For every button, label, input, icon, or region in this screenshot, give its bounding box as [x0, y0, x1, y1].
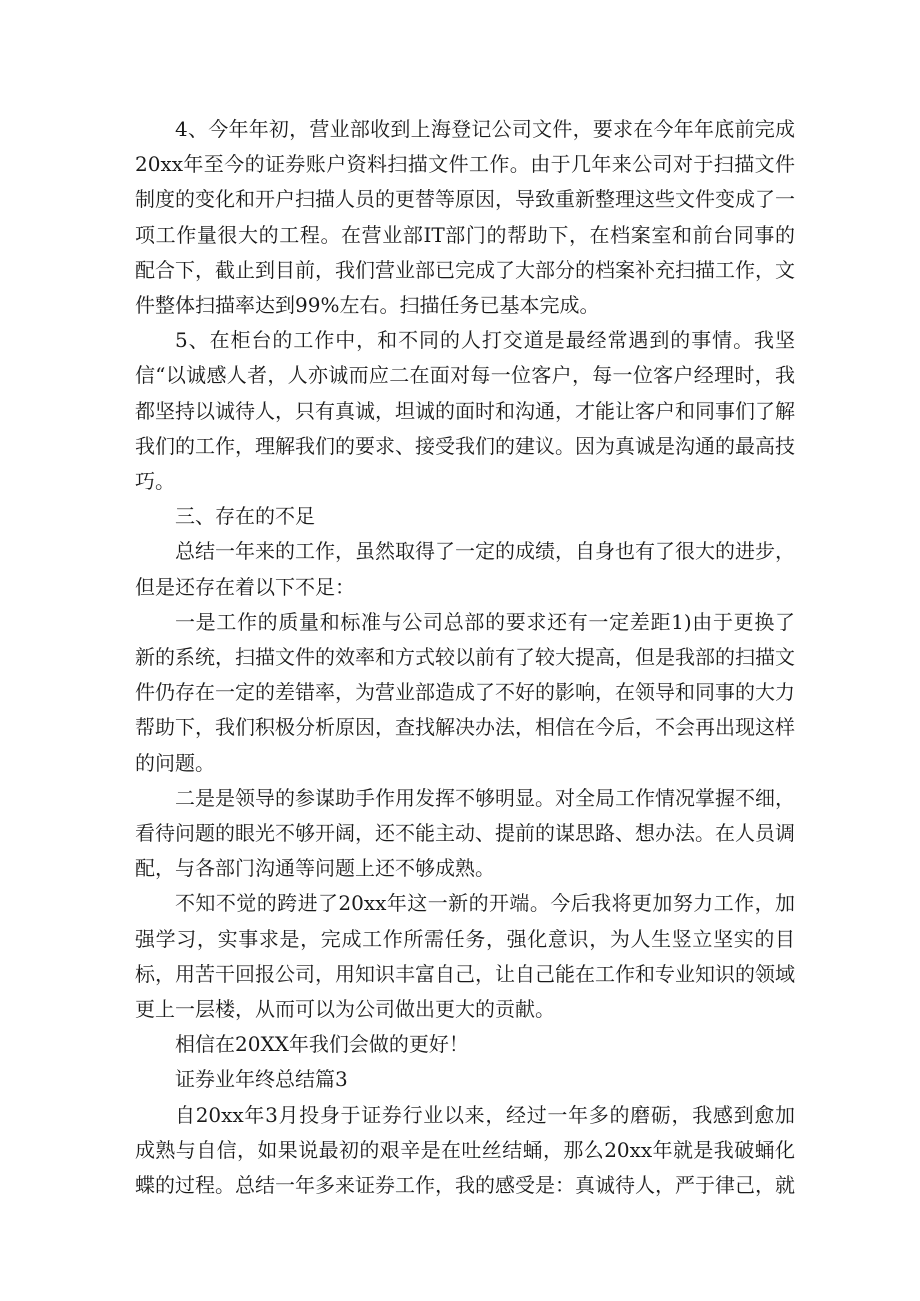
paragraph-new-year: 不知不觉的跨进了20xx年这一新的开端。今后我将更加努力工作，加强学习，实事求是，完成工作所需任务，强化意识，为人生竖立坚实的目标，用苦干回报公司，用知识丰富自己，让自己能在工作和专业知识的领域更上一层楼，从而可以为公司做出更大的贡献。	[135, 891, 795, 1022]
paragraph-shortcoming-one: 一是工作的质量和标准与公司总部的要求还有一定差距1)由于更换了新的系统，扫描文件的效率和方式较以前有了较大提高，但是我部的扫描文件仍存在一定的差错率，为营业部造成了不好的影响，在领导和同事的大力帮助下，我们积极分析原因，查找解决办法，相信在今后，不会再出现这样的问题。	[135, 609, 795, 775]
paragraph-counter-work: 5、在柜台的工作中，和不同的人打交道是最经常遇到的事情。我坚信“以诚感人者，人亦诚而应二在面对每一位客户，每一位客户经理时，我都坚持以诚待人，只有真诚，坦诚的面时和沟通，才能让客户和同事们了解我们的工作，理解我们的要求、接受我们的建议。因为真诚是沟通的最高技巧。	[135, 328, 795, 494]
paragraph-scanning-work: 4、今年年初，营业部收到上海登记公司文件，要求在今年年底前完成20xx年至今的证券账户资料扫描文件工作。由于几年来公司对于扫描文件制度的变化和开户扫描人员的更替等原因，导致重新整理这些文件变成了一项工作量很大的工程。在营业部IT部门的帮助下，在档案室和前台同事的配合下，截止到目前，我们营业部已完成了大部分的档案补充扫描工作，文件整体扫描率达到99%左右。扫描任务已基本完成。	[135, 117, 795, 318]
paragraph-summary-intro: 总结一年来的工作，虽然取得了一定的成绩，自身也有了很大的进步，但是还存在着以下不足：	[135, 539, 795, 599]
paragraph-shortcoming-two: 二是是领导的参谋助手作用发挥不够明显。对全局工作情况掌握不细，看待问题的眼光不够开阔，还不能主动、提前的谋思路、想办法。在人员调配，与各部门沟通等问题上还不够成熟。	[135, 785, 795, 881]
paragraph-belief: 相信在20XX年我们会做的更好！	[175, 1032, 469, 1057]
paragraph-part3-intro: 自20xx年3月投身于证券行业以来，经过一年多的磨砺，我感到愈加成熟与自信，如果说最初的艰辛是在吐丝结蛹，那么20xx年就是我破蛹化蝶的过程。总结一年多来证券工作，我的感受是：真诚待人，严于律己，就	[135, 1102, 795, 1198]
section-heading-shortcomings: 三、存在的不足	[175, 504, 315, 529]
document-body	[135, 112, 795, 1203]
section-heading-part3: 证券业年终总结篇3	[175, 1067, 348, 1092]
